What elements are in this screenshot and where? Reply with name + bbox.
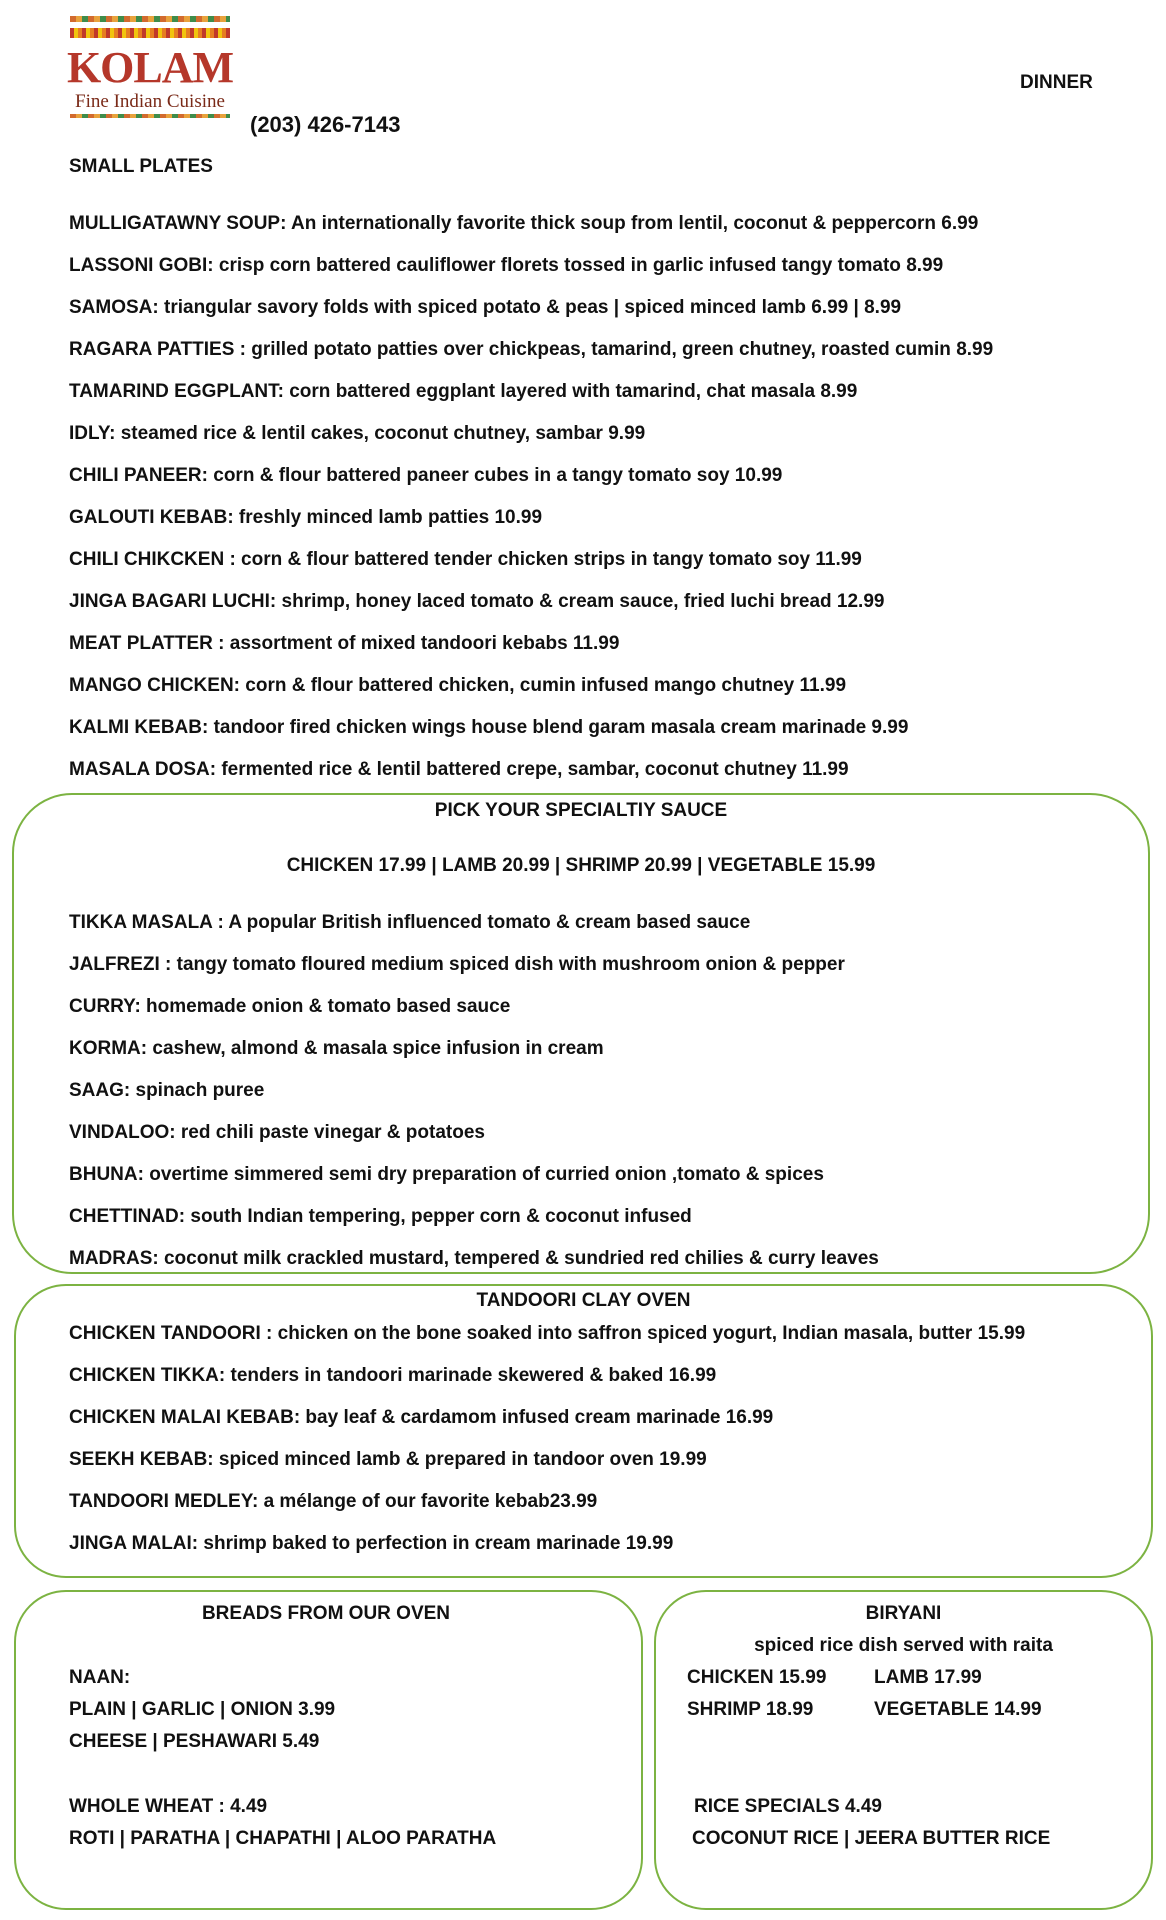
sauce-item: KORMA: cashew, almond & masala spice infusion in cream (69, 1038, 604, 1059)
menu-item: KALMI KEBAB: tandoor fired chicken wings house blend garam masala cream marinade 9.99 (69, 717, 909, 738)
sauce-title: PICK YOUR SPECIALTIY SAUCE (434, 800, 728, 821)
naan-options: PLAIN | GARLIC | ONION 3.99 (69, 1699, 336, 1720)
menu-item: RAGARA PATTIES : grilled potato patties over chickpeas, tamarind, green chutney, roasted cumin 8.99 (69, 339, 994, 360)
rice-specials-options: COCONUT RICE | JEERA BUTTER RICE (692, 1828, 1051, 1849)
menu-item: JINGA BAGARI LUCHI: shrimp, honey laced tomato & cream sauce, fried luchi bread 12.99 (69, 591, 885, 612)
rice-specials-label: RICE SPECIALS 4.49 (694, 1796, 882, 1817)
biryani-shrimp: SHRIMP 18.99 (687, 1699, 814, 1720)
menu-item: LASSONI GOBI: crisp corn battered cauliflower florets tossed in garlic infused tangy tomato 8.99 (69, 255, 944, 276)
sauce-prices: CHICKEN 17.99 | LAMB 20.99 | SHRIMP 20.99 | VEGETABLE 15.99 (286, 855, 876, 876)
biryani-chicken: CHICKEN 15.99 (687, 1667, 827, 1688)
naan-options-special: CHEESE | PESHAWARI 5.49 (69, 1731, 320, 1752)
biryani-vegetable: VEGETABLE 14.99 (874, 1699, 1042, 1720)
sauce-item: MADRAS: coconut milk crackled mustard, tempered & sundried red chilies & curry leaves (69, 1248, 879, 1269)
biryani-subtitle: spiced rice dish served with raita (754, 1635, 1053, 1656)
tandoori-item: CHICKEN MALAI KEBAB: bay leaf & cardamom infused cream marinade 16.99 (69, 1407, 774, 1428)
menu-item: MASALA DOSA: fermented rice & lentil battered crepe, sambar, coconut chutney 11.99 (69, 759, 849, 780)
sauce-item: TIKKA MASALA : A popular British influenced tomato & cream based sauce (69, 912, 751, 933)
logo-name: KOLAM (66, 43, 234, 92)
sauce-item: JALFREZI : tangy tomato floured medium spiced dish with mushroom onion & pepper (69, 954, 845, 975)
whole-wheat-label: WHOLE WHEAT : 4.49 (69, 1796, 268, 1817)
tandoori-item: CHICKEN TIKKA: tenders in tandoori marinade skewered & baked 16.99 (69, 1365, 717, 1386)
biryani-lamb: LAMB 17.99 (874, 1667, 982, 1688)
tandoori-item: CHICKEN TANDOORI : chicken on the bone soaked into saffron spiced yogurt, Indian masala, butter 15.99 (69, 1323, 1026, 1344)
menu-item: MANGO CHICKEN: corn & flour battered chicken, cumin infused mango chutney 11.99 (69, 675, 847, 696)
sauce-item: SAAG: spinach puree (69, 1080, 265, 1101)
sauce-item: VINDALOO: red chili paste vinegar & potatoes (69, 1122, 485, 1143)
logo-ornament-top (70, 16, 230, 22)
sauce-item: BHUNA: overtime simmered semi dry preparation of curried onion ,tomato & spices (69, 1164, 824, 1185)
small-plates-title: SMALL PLATES (69, 156, 213, 177)
tandoori-item: TANDOORI MEDLEY: a mélange of our favorite kebab23.99 (69, 1491, 598, 1512)
menu-item: SAMOSA: triangular savory folds with spiced potato & peas | spiced minced lamb 6.99 | 8.99 (69, 297, 902, 318)
restaurant-logo (66, 14, 234, 118)
logo-ornament-bottom (70, 114, 230, 118)
tandoori-item: JINGA MALAI: shrimp baked to perfection in cream marinade 19.99 (69, 1533, 674, 1554)
menu-item: TAMARIND EGGPLANT: corn battered eggplant layered with tamarind, chat masala 8.99 (69, 381, 858, 402)
tandoori-item: SEEKH KEBAB: spiced minced lamb & prepared in tandoor oven 19.99 (69, 1449, 707, 1470)
menu-item: MEAT PLATTER : assortment of mixed tandoori kebabs 11.99 (69, 633, 620, 654)
menu-item: CHILI PANEER: corn & flour battered paneer cubes in a tangy tomato soy 10.99 (69, 465, 783, 486)
logo-subtitle: Fine Indian Cuisine (75, 91, 225, 112)
menu-item: IDLY: steamed rice & lentil cakes, coconut chutney, sambar 9.99 (69, 423, 646, 444)
menu-item: MULLIGATAWNY SOUP: An internationally favorite thick soup from lentil, coconut & peppercorn 6.99 (69, 213, 979, 234)
sauce-item: CURRY: homemade onion & tomato based sauce (69, 996, 511, 1017)
menu-item: CHILI CHIKCKEN : corn & flour battered tender chicken strips in tangy tomato soy 11.99 (69, 549, 862, 570)
naan-label: NAAN: (69, 1667, 131, 1688)
logo-ornament-pattern (70, 28, 230, 38)
whole-wheat-options: ROTI | PARATHA | CHAPATHI | ALOO PARATHA (69, 1828, 497, 1849)
sauce-item: CHETTINAD: south Indian tempering, pepper corn & coconut infused (69, 1206, 692, 1227)
biryani-title: BIRYANI (865, 1603, 942, 1624)
tandoori-title: TANDOORI CLAY OVEN (476, 1290, 691, 1311)
menu-item: GALOUTI KEBAB: freshly minced lamb patties 10.99 (69, 507, 543, 528)
breads-title: BREADS FROM OUR OVEN (201, 1603, 451, 1624)
phone-number: (203) 426-7143 (250, 112, 401, 137)
meal-label: DINNER (1020, 72, 1093, 93)
